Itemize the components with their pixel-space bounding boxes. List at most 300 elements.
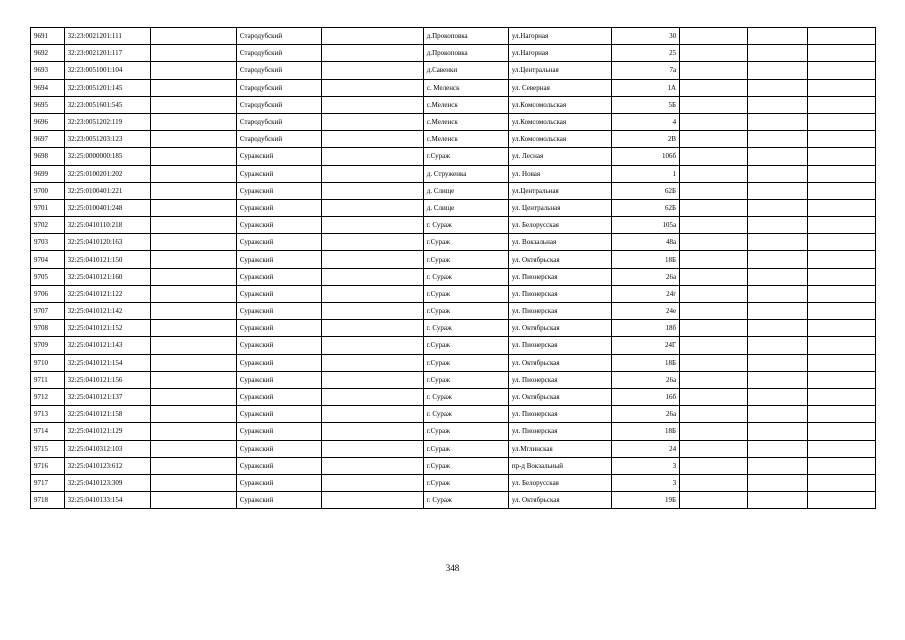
table-row <box>31 492 876 509</box>
empty-cell <box>748 268 807 285</box>
empty-cell <box>680 148 748 165</box>
settlement-cell: г.Сураж <box>423 440 508 457</box>
empty-cell <box>321 217 423 234</box>
settlement-cell: г. Сураж <box>423 217 508 234</box>
cadastral-number-cell: 32:25:0410121:129 <box>64 423 150 440</box>
district-cell: Стародубский <box>236 113 321 130</box>
house-number-cell: 30 <box>611 28 679 45</box>
district-cell: Суражский <box>236 388 321 405</box>
cadastral-number-cell: 32:25:0410110:218 <box>64 217 150 234</box>
street-cell: ул. Октябрьская <box>508 251 611 268</box>
table-row <box>31 165 876 182</box>
empty-cell <box>807 285 875 302</box>
district-cell: Стародубский <box>236 62 321 79</box>
empty-cell <box>321 234 423 251</box>
settlement-cell: д. Слище <box>423 199 508 216</box>
district-cell: Суражский <box>236 268 321 285</box>
empty-cell <box>748 371 807 388</box>
row-number-cell: 9706 <box>31 285 65 302</box>
empty-cell <box>321 440 423 457</box>
empty-cell <box>150 62 236 79</box>
house-number-cell: 18б <box>611 320 679 337</box>
empty-cell <box>680 440 748 457</box>
street-cell: ул. Белорусская <box>508 474 611 491</box>
house-number-cell: 5Б <box>611 96 679 113</box>
empty-cell <box>321 423 423 440</box>
cadastral-number-cell: 32:25:0100401:248 <box>64 199 150 216</box>
empty-cell <box>807 182 875 199</box>
empty-cell <box>748 96 807 113</box>
street-cell: ул. Пионерская <box>508 268 611 285</box>
row-number-cell: 9701 <box>31 199 65 216</box>
settlement-cell: г. Сураж <box>423 320 508 337</box>
district-cell: Суражский <box>236 492 321 509</box>
empty-cell <box>150 79 236 96</box>
empty-cell <box>680 165 748 182</box>
house-number-cell: 26а <box>611 268 679 285</box>
street-cell: ул.Центральная <box>508 182 611 199</box>
table-row <box>31 320 876 337</box>
house-number-cell: 62Б <box>611 199 679 216</box>
street-cell: ул. Северная <box>508 79 611 96</box>
district-cell: Суражский <box>236 303 321 320</box>
cadastral-number-cell: 32:23:0051202:119 <box>64 113 150 130</box>
house-number-cell: 105а <box>611 217 679 234</box>
district-cell: Суражский <box>236 337 321 354</box>
row-number-cell: 9704 <box>31 251 65 268</box>
cadastral-number-cell: 32:25:0410123:612 <box>64 457 150 474</box>
empty-cell <box>748 440 807 457</box>
empty-cell <box>807 234 875 251</box>
district-cell: Суражский <box>236 406 321 423</box>
empty-cell <box>321 131 423 148</box>
cadastral-number-cell: 32:25:0410121:160 <box>64 268 150 285</box>
table-row <box>31 388 876 405</box>
street-cell: ул. Белорусская <box>508 217 611 234</box>
street-cell: ул. Лесная <box>508 148 611 165</box>
empty-cell <box>807 165 875 182</box>
settlement-cell: г.Сураж <box>423 251 508 268</box>
street-cell: ул. Новая <box>508 165 611 182</box>
empty-cell <box>680 62 748 79</box>
house-number-cell: 48а <box>611 234 679 251</box>
district-cell: Суражский <box>236 320 321 337</box>
empty-cell <box>807 217 875 234</box>
row-number-cell: 9708 <box>31 320 65 337</box>
empty-cell <box>807 303 875 320</box>
street-cell: ул. Октябрьская <box>508 320 611 337</box>
table-row <box>31 406 876 423</box>
table-row <box>31 337 876 354</box>
cadastral-number-cell: 32:23:0051001:104 <box>64 62 150 79</box>
table-row <box>31 234 876 251</box>
empty-cell <box>321 457 423 474</box>
empty-cell <box>748 165 807 182</box>
street-cell: ул.Комсомольская <box>508 113 611 130</box>
cadastral-number-cell: 32:23:0051203:123 <box>64 131 150 148</box>
empty-cell <box>680 492 748 509</box>
table-row <box>31 28 876 45</box>
empty-cell <box>150 457 236 474</box>
street-cell: ул. Пионерская <box>508 423 611 440</box>
empty-cell <box>150 474 236 491</box>
cadastral-number-cell: 32:25:0410120:163 <box>64 234 150 251</box>
empty-cell <box>807 337 875 354</box>
empty-cell <box>150 354 236 371</box>
empty-cell <box>807 320 875 337</box>
street-cell: ул. Октябрьская <box>508 388 611 405</box>
house-number-cell: 16б <box>611 388 679 405</box>
cadastral-number-cell: 32:23:0021201:117 <box>64 45 150 62</box>
empty-cell <box>321 182 423 199</box>
empty-cell <box>680 320 748 337</box>
empty-cell <box>748 217 807 234</box>
empty-cell <box>807 113 875 130</box>
empty-cell <box>150 28 236 45</box>
empty-cell <box>150 199 236 216</box>
row-number-cell: 9715 <box>31 440 65 457</box>
cadastral-number-cell: 32:25:0410121:122 <box>64 285 150 302</box>
empty-cell <box>321 62 423 79</box>
empty-cell <box>150 45 236 62</box>
table-row <box>31 303 876 320</box>
records-table-body <box>31 28 876 509</box>
empty-cell <box>680 182 748 199</box>
row-number-cell: 9707 <box>31 303 65 320</box>
district-cell: Суражский <box>236 423 321 440</box>
empty-cell <box>150 148 236 165</box>
empty-cell <box>748 113 807 130</box>
house-number-cell: 19Б <box>611 492 679 509</box>
empty-cell <box>748 182 807 199</box>
district-cell: Суражский <box>236 199 321 216</box>
empty-cell <box>680 303 748 320</box>
row-number-cell: 9709 <box>31 337 65 354</box>
district-cell: Суражский <box>236 182 321 199</box>
empty-cell <box>807 28 875 45</box>
empty-cell <box>807 62 875 79</box>
empty-cell <box>150 388 236 405</box>
district-cell: Суражский <box>236 457 321 474</box>
empty-cell <box>150 423 236 440</box>
empty-cell <box>680 251 748 268</box>
district-cell: Суражский <box>236 371 321 388</box>
empty-cell <box>321 354 423 371</box>
empty-cell <box>680 234 748 251</box>
empty-cell <box>321 474 423 491</box>
empty-cell <box>807 457 875 474</box>
empty-cell <box>680 354 748 371</box>
street-cell: пр-д Вокзальный <box>508 457 611 474</box>
empty-cell <box>321 165 423 182</box>
settlement-cell: г.Сураж <box>423 423 508 440</box>
table-row <box>31 79 876 96</box>
empty-cell <box>321 199 423 216</box>
empty-cell <box>680 96 748 113</box>
empty-cell <box>748 303 807 320</box>
street-cell: ул. Октябрьская <box>508 492 611 509</box>
cadastral-number-cell: 32:25:0410121:142 <box>64 303 150 320</box>
house-number-cell: 62Б <box>611 182 679 199</box>
table-row <box>31 268 876 285</box>
row-number-cell: 9716 <box>31 457 65 474</box>
cadastral-number-cell: 32:25:0410121:150 <box>64 251 150 268</box>
table-row <box>31 371 876 388</box>
row-number-cell: 9717 <box>31 474 65 491</box>
empty-cell <box>150 406 236 423</box>
empty-cell <box>150 165 236 182</box>
table-row <box>31 62 876 79</box>
settlement-cell: г. Сураж <box>423 406 508 423</box>
empty-cell <box>150 320 236 337</box>
empty-cell <box>807 406 875 423</box>
table-row <box>31 457 876 474</box>
street-cell: ул. Октябрьская <box>508 354 611 371</box>
empty-cell <box>748 79 807 96</box>
street-cell: ул. Центральная <box>508 199 611 216</box>
empty-cell <box>748 62 807 79</box>
district-cell: Суражский <box>236 251 321 268</box>
empty-cell <box>807 148 875 165</box>
row-number-cell: 9703 <box>31 234 65 251</box>
empty-cell <box>321 148 423 165</box>
cadastral-number-cell: 32:25:0410121:158 <box>64 406 150 423</box>
table-row <box>31 148 876 165</box>
empty-cell <box>680 79 748 96</box>
empty-cell <box>748 354 807 371</box>
settlement-cell: д.Прокоповка <box>423 28 508 45</box>
empty-cell <box>150 251 236 268</box>
house-number-cell: 24Г <box>611 337 679 354</box>
house-number-cell: 26а <box>611 371 679 388</box>
table-row <box>31 423 876 440</box>
district-cell: Суражский <box>236 148 321 165</box>
empty-cell <box>150 285 236 302</box>
empty-cell <box>680 371 748 388</box>
cadastral-number-cell: 32:25:0410123:309 <box>64 474 150 491</box>
empty-cell <box>807 423 875 440</box>
row-number-cell: 9710 <box>31 354 65 371</box>
district-cell: Суражский <box>236 217 321 234</box>
district-cell: Стародубский <box>236 96 321 113</box>
house-number-cell: 18Б <box>611 423 679 440</box>
row-number-cell: 9696 <box>31 113 65 130</box>
cadastral-number-cell: 32:25:0410121:154 <box>64 354 150 371</box>
table-row <box>31 182 876 199</box>
empty-cell <box>748 234 807 251</box>
empty-cell <box>680 423 748 440</box>
empty-cell <box>807 492 875 509</box>
cadastral-number-cell: 32:25:0100401:221 <box>64 182 150 199</box>
table-row <box>31 113 876 130</box>
empty-cell <box>150 337 236 354</box>
district-cell: Стародубский <box>236 45 321 62</box>
empty-cell <box>321 406 423 423</box>
empty-cell <box>150 371 236 388</box>
empty-cell <box>807 354 875 371</box>
house-number-cell: 2В <box>611 131 679 148</box>
cadastral-number-cell: 32:25:0000000:185 <box>64 148 150 165</box>
page-number: 348 <box>445 563 460 573</box>
empty-cell <box>807 251 875 268</box>
records-table <box>30 27 876 509</box>
house-number-cell: 25 <box>611 45 679 62</box>
empty-cell <box>321 285 423 302</box>
street-cell: ул.Нагорная <box>508 28 611 45</box>
house-number-cell: 3 <box>611 457 679 474</box>
house-number-cell: 24 <box>611 440 679 457</box>
row-number-cell: 9700 <box>31 182 65 199</box>
street-cell: ул. Пионерская <box>508 337 611 354</box>
house-number-cell: 18Б <box>611 354 679 371</box>
table-row <box>31 199 876 216</box>
empty-cell <box>150 492 236 509</box>
empty-cell <box>807 131 875 148</box>
row-number-cell: 9691 <box>31 28 65 45</box>
empty-cell <box>680 268 748 285</box>
empty-cell <box>150 182 236 199</box>
empty-cell <box>680 406 748 423</box>
row-number-cell: 9694 <box>31 79 65 96</box>
settlement-cell: г.Сураж <box>423 457 508 474</box>
empty-cell <box>150 268 236 285</box>
district-cell: Стародубский <box>236 28 321 45</box>
settlement-cell: с.Меленск <box>423 131 508 148</box>
empty-cell <box>807 96 875 113</box>
street-cell: ул.Комсомольская <box>508 131 611 148</box>
empty-cell <box>321 320 423 337</box>
empty-cell <box>321 371 423 388</box>
table-row <box>31 96 876 113</box>
row-number-cell: 9698 <box>31 148 65 165</box>
empty-cell <box>321 268 423 285</box>
empty-cell <box>748 45 807 62</box>
row-number-cell: 9713 <box>31 406 65 423</box>
settlement-cell: г.Сураж <box>423 303 508 320</box>
empty-cell <box>321 388 423 405</box>
settlement-cell: г. Сураж <box>423 268 508 285</box>
empty-cell <box>321 79 423 96</box>
empty-cell <box>680 113 748 130</box>
street-cell: ул.Центральная <box>508 62 611 79</box>
empty-cell <box>680 285 748 302</box>
row-number-cell: 9711 <box>31 371 65 388</box>
settlement-cell: г.Сураж <box>423 337 508 354</box>
settlement-cell: д.Савенки <box>423 62 508 79</box>
table-row <box>31 474 876 491</box>
empty-cell <box>748 28 807 45</box>
row-number-cell: 9718 <box>31 492 65 509</box>
empty-cell <box>807 45 875 62</box>
table-row <box>31 285 876 302</box>
settlement-cell: д.Прокоповка <box>423 45 508 62</box>
street-cell: ул.Нагорная <box>508 45 611 62</box>
district-cell: Суражский <box>236 234 321 251</box>
empty-cell <box>321 492 423 509</box>
row-number-cell: 9693 <box>31 62 65 79</box>
row-number-cell: 9705 <box>31 268 65 285</box>
house-number-cell: 7а <box>611 62 679 79</box>
empty-cell <box>321 337 423 354</box>
empty-cell <box>807 474 875 491</box>
empty-cell <box>321 303 423 320</box>
settlement-cell: с.Меленск <box>423 96 508 113</box>
row-number-cell: 9692 <box>31 45 65 62</box>
district-cell: Стародубский <box>236 131 321 148</box>
empty-cell <box>680 131 748 148</box>
settlement-cell: д. Струженка <box>423 165 508 182</box>
row-number-cell: 9712 <box>31 388 65 405</box>
table-row <box>31 217 876 234</box>
cadastral-number-cell: 32:25:0410121:156 <box>64 371 150 388</box>
empty-cell <box>150 113 236 130</box>
settlement-cell: г. Сураж <box>423 492 508 509</box>
street-cell: ул. Пионерская <box>508 285 611 302</box>
empty-cell <box>680 457 748 474</box>
row-number-cell: 9695 <box>31 96 65 113</box>
row-number-cell: 9699 <box>31 165 65 182</box>
empty-cell <box>680 337 748 354</box>
empty-cell <box>748 131 807 148</box>
district-cell: Суражский <box>236 474 321 491</box>
cadastral-number-cell: 32:23:0051601:545 <box>64 96 150 113</box>
house-number-cell: 26а <box>611 406 679 423</box>
district-cell: Суражский <box>236 285 321 302</box>
empty-cell <box>748 423 807 440</box>
empty-cell <box>748 474 807 491</box>
settlement-cell: г.Сураж <box>423 148 508 165</box>
house-number-cell: 18Б <box>611 251 679 268</box>
empty-cell <box>321 28 423 45</box>
district-cell: Стародубский <box>236 79 321 96</box>
table-row <box>31 440 876 457</box>
empty-cell <box>680 217 748 234</box>
empty-cell <box>748 320 807 337</box>
empty-cell <box>748 148 807 165</box>
empty-cell <box>680 45 748 62</box>
settlement-cell: г.Сураж <box>423 474 508 491</box>
cadastral-number-cell: 32:23:0021201:111 <box>64 28 150 45</box>
table-row <box>31 131 876 148</box>
cadastral-number-cell: 32:23:0051201:145 <box>64 79 150 96</box>
cadastral-number-cell: 32:25:0100201:202 <box>64 165 150 182</box>
settlement-cell: г.Сураж <box>423 354 508 371</box>
empty-cell <box>321 45 423 62</box>
empty-cell <box>807 440 875 457</box>
empty-cell <box>748 337 807 354</box>
cadastral-number-cell: 32:25:0410121:143 <box>64 337 150 354</box>
table-row <box>31 45 876 62</box>
house-number-cell: 1 <box>611 165 679 182</box>
street-cell: ул. Пионерская <box>508 303 611 320</box>
settlement-cell: с. Меленск <box>423 79 508 96</box>
row-number-cell: 9702 <box>31 217 65 234</box>
house-number-cell: 24е <box>611 303 679 320</box>
settlement-cell: г.Сураж <box>423 371 508 388</box>
empty-cell <box>321 96 423 113</box>
empty-cell <box>748 199 807 216</box>
empty-cell <box>748 251 807 268</box>
empty-cell <box>807 371 875 388</box>
empty-cell <box>150 217 236 234</box>
empty-cell <box>807 199 875 216</box>
street-cell: ул.Мглинская <box>508 440 611 457</box>
street-cell: ул. Пионерская <box>508 406 611 423</box>
row-number-cell: 9714 <box>31 423 65 440</box>
house-number-cell: 4 <box>611 113 679 130</box>
empty-cell <box>748 406 807 423</box>
house-number-cell: 24г <box>611 285 679 302</box>
